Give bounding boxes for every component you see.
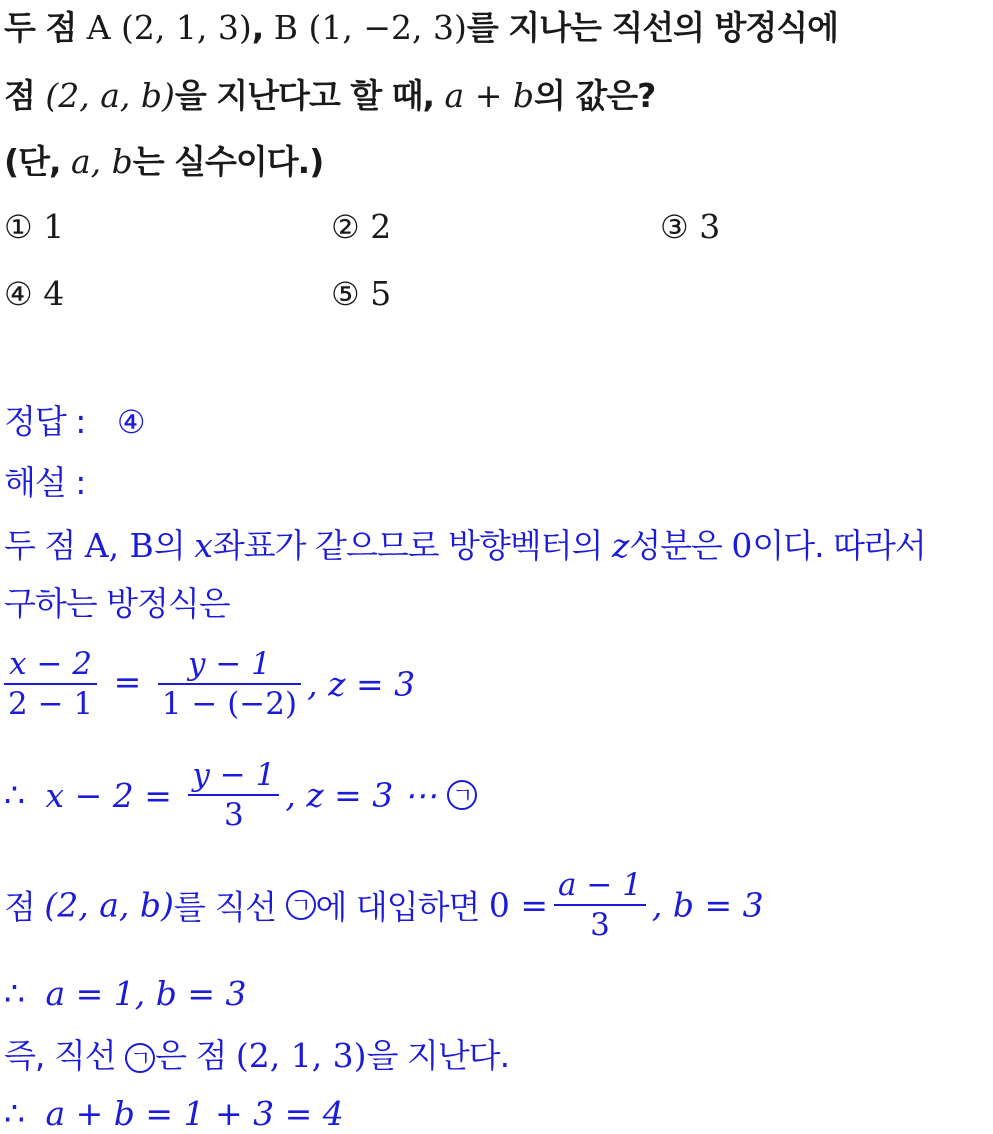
question-line-3 [4,142,323,182]
explanation-label [4,463,85,503]
equation-tail: , z = 3 ⋯ [285,775,437,815]
question-line-1 [4,8,838,48]
fraction-numerator: a − 1 [558,867,642,903]
fraction-denominator: 1 − (−2) [161,686,298,722]
choice-2[interactable] [331,207,391,247]
var-x: x [194,526,213,565]
point-p: (2, a, b) [44,885,174,925]
fraction-denominator: 3 [223,797,244,833]
choice-5[interactable] [331,274,391,314]
equation-lhs: 0 = [488,885,549,925]
fraction-denominator: 2 − 1 [8,686,94,722]
therefore-symbol: ∴ [4,1094,25,1133]
explanation-text: 은 점 [155,1036,236,1075]
choice-mark: ① [4,208,33,246]
final-result: a + b = 1 + 3 = 4 [45,1094,344,1133]
fraction [188,756,279,834]
circled-giyeok-tag: ㄱ [286,890,316,920]
explanation-text: 점 [4,887,45,927]
explanation-text: 두 점 [4,526,85,565]
answer-label: 정답 : [4,402,86,441]
choice-value: 5 [370,274,392,313]
explanation-text: 에 대입하면 [315,887,489,927]
question-text: (단, [4,142,71,181]
circled-giyeok-tag: ㄱ [447,780,477,810]
answer-line [4,402,146,442]
explanation-line-5 [4,866,764,944]
choice-value: 2 [370,207,392,246]
explanation-text: 즉, 직선 [4,1036,126,1075]
equation-line-2 [4,756,477,834]
zero-value: 0 [731,526,753,565]
circled-giyeok-tag: ㄱ [125,1043,155,1073]
answer-mark: ④ [116,403,146,441]
explanation-text: 의 [153,526,195,565]
point-b: B (1, −2, 3) [273,8,467,47]
fraction-denominator: 3 [590,907,610,943]
question-line-2 [4,76,655,116]
question-text: 점 [4,76,46,115]
choice-mark: ② [331,208,360,246]
question-text: 를 지나는 직선의 방정식에 [466,8,839,47]
explanation-text: 을 지난다. [366,1036,510,1075]
expr-a-plus-b: a + b [444,76,534,115]
explanation-line-8 [4,1094,344,1134]
choice-mark: ⑤ [331,275,360,313]
explanation-line-1 [4,526,926,566]
vars-a-b: a, b [71,142,133,181]
choice-4[interactable] [4,274,64,314]
equation-tail: , b = 3 [651,885,764,925]
choice-1[interactable] [4,207,64,247]
therefore-symbol: ∴ [4,775,25,815]
explanation-text: 성분은 [629,526,732,565]
equation-result: a = 1, b = 3 [45,974,247,1013]
choice-mark: ④ [4,275,33,313]
explanation-text: 를 직선 [173,887,286,927]
point-a: A (2, 1, 3) [86,8,252,47]
explanation-text: 좌표가 같으므로 방향벡터의 [212,526,612,565]
explanation-label-text: 해설 : [4,463,86,502]
point-p: (2, a, b) [45,76,175,115]
fraction [158,645,301,723]
equation-tail: , z = 3 [307,664,416,704]
fraction-numerator: x − 2 [9,646,93,682]
fraction-numerator: y − 1 [187,646,271,682]
equation-line-1 [4,645,415,723]
equals-sign: = [113,662,142,701]
point-result: (2, 1, 3) [235,1036,367,1075]
choice-value: 4 [43,274,65,313]
explanation-line-7 [4,1036,509,1076]
choice-value: 1 [43,207,65,246]
var-z: z [611,526,630,565]
equation-lhs: x − 2 = [45,775,172,815]
fraction [554,866,646,944]
choice-3[interactable] [660,207,720,247]
question-text: 두 점 [4,8,87,47]
explanation-text: 이다. 따라서 [752,526,926,565]
fraction-numerator: y − 1 [192,757,276,793]
fraction [4,645,97,723]
explanation-text: 구하는 방정식은 [4,584,230,623]
explanation-line-2 [4,584,230,624]
therefore-symbol: ∴ [4,974,25,1013]
choice-value: 3 [699,207,721,246]
choice-mark: ③ [660,208,689,246]
points-a-b: A, B [84,526,154,565]
explanation-line-6 [4,974,247,1014]
question-text: , [251,8,274,47]
question-text: 의 값은? [533,76,656,115]
question-text: 는 실수이다.) [132,142,324,181]
question-text: 을 지난다고 할 때, [174,76,445,115]
